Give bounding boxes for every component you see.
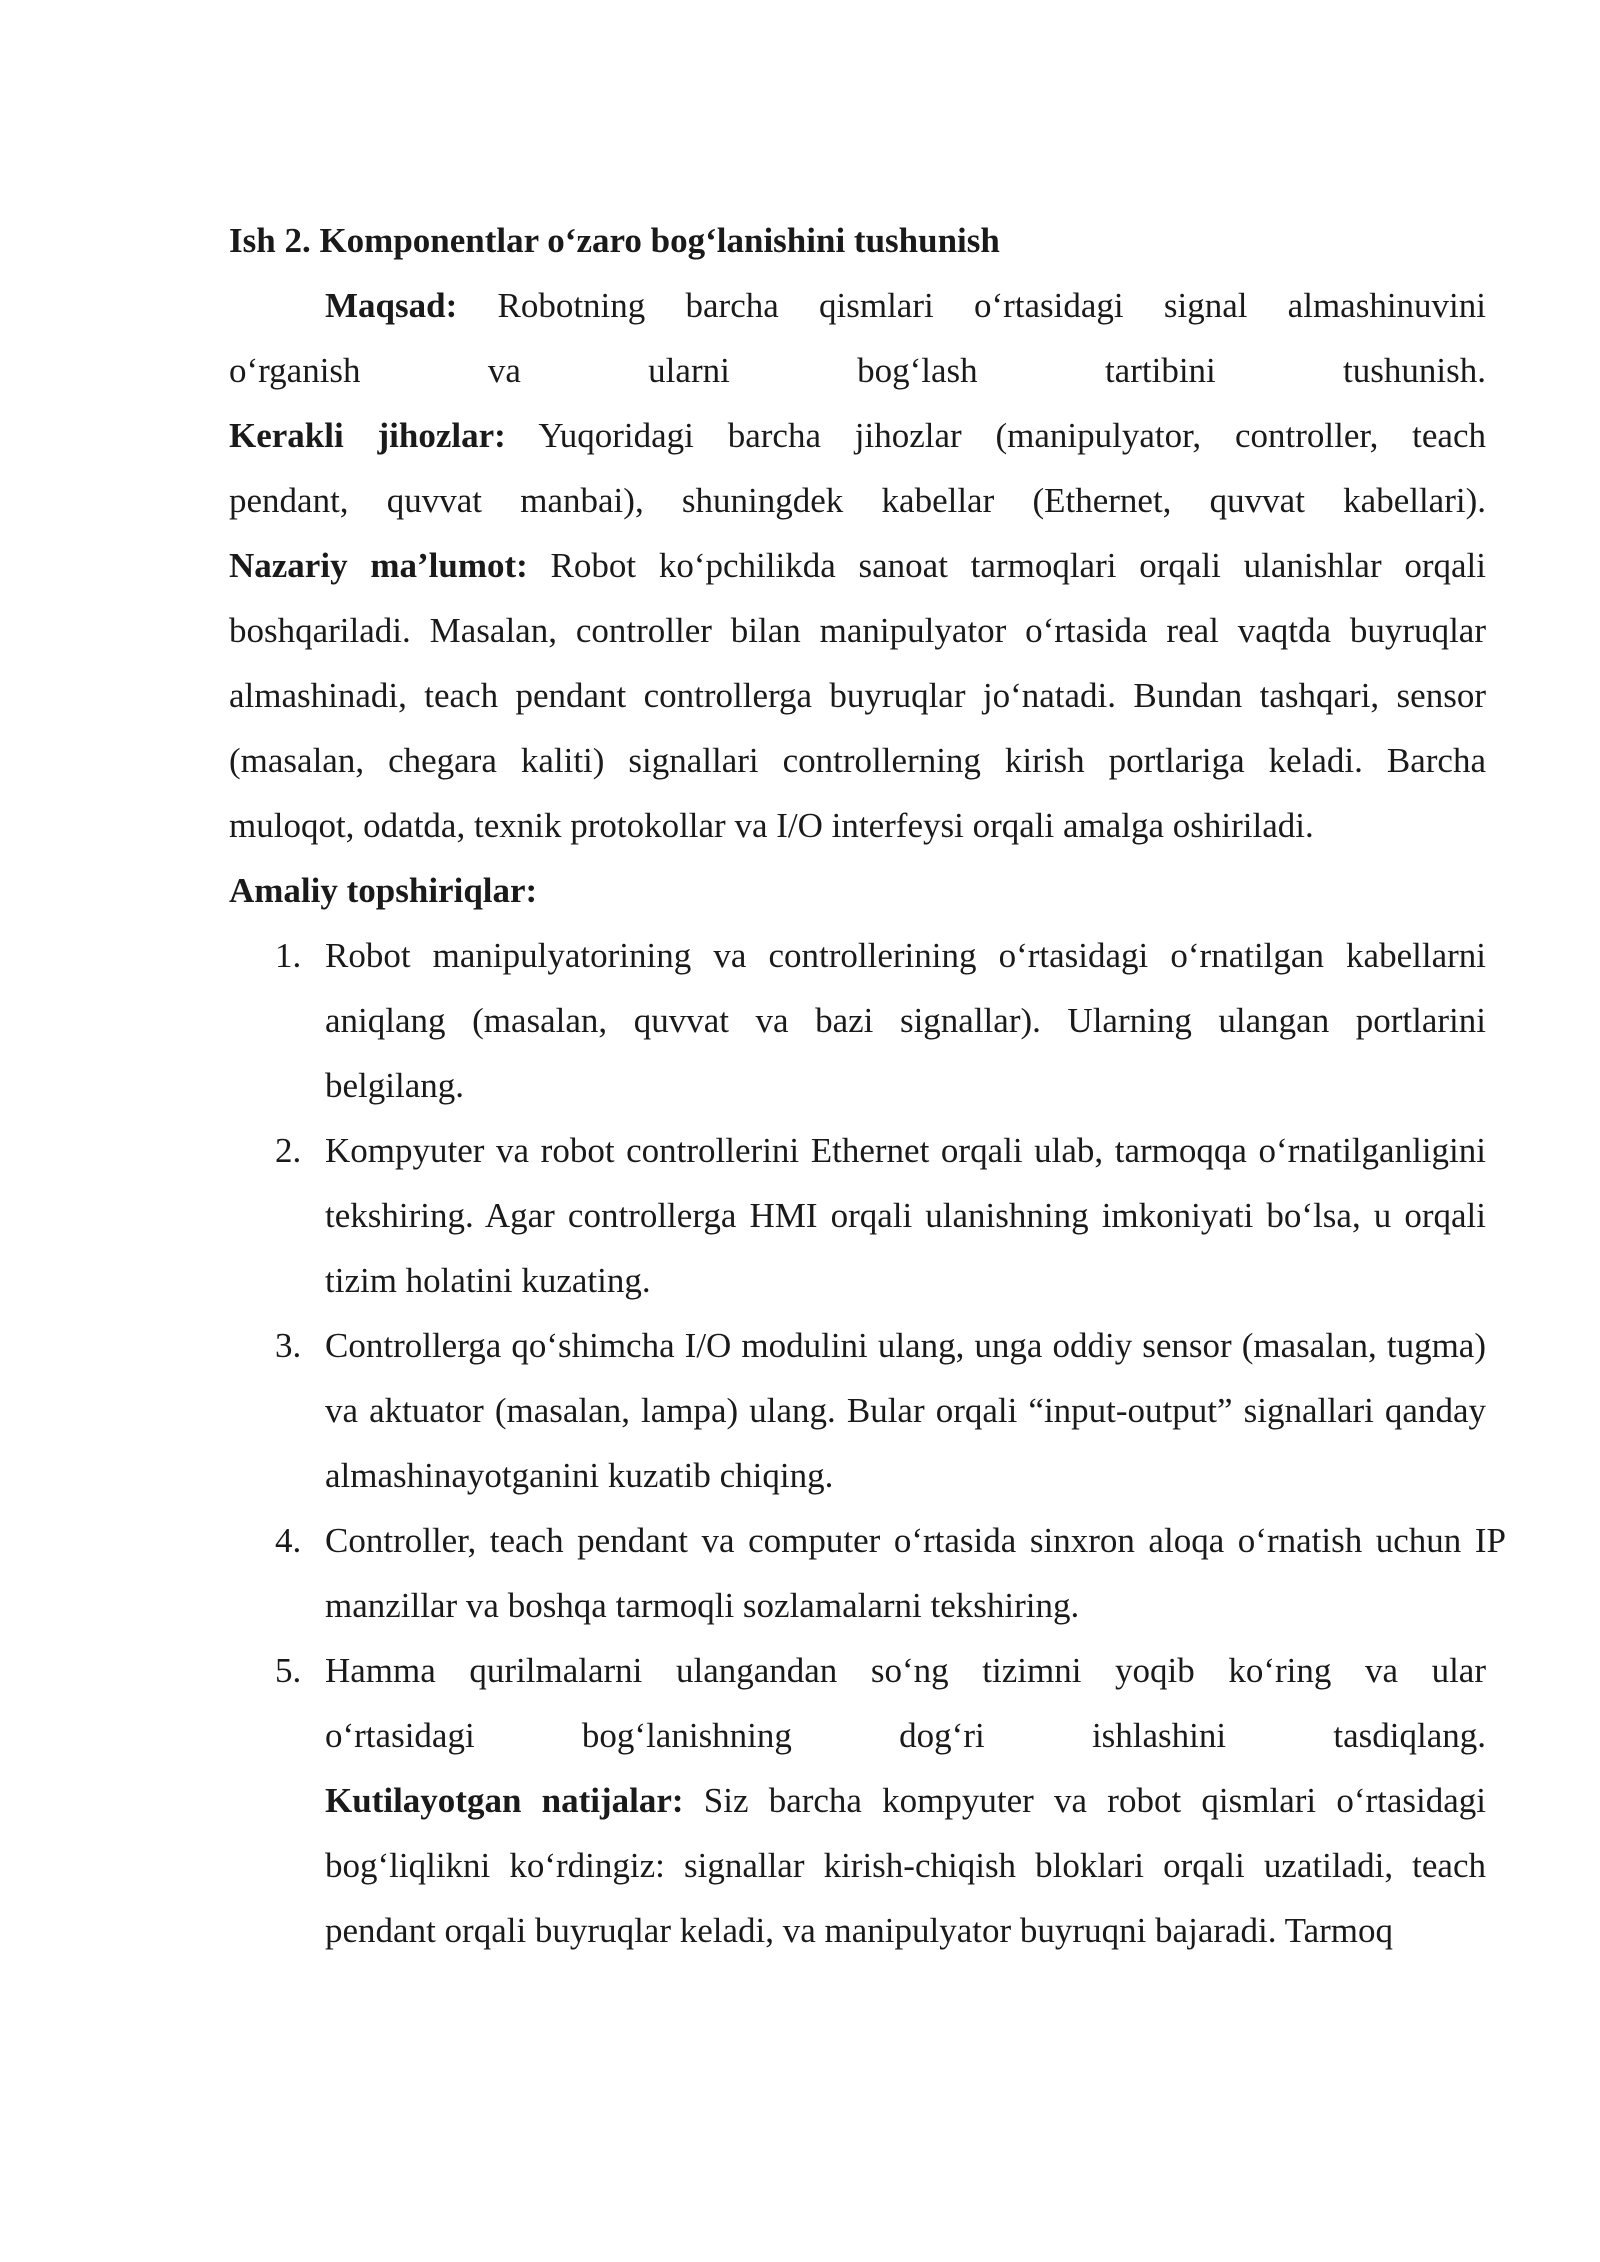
list-item-text-line1: Hamma qurilmalarni ulangandan so‘ng tizimni yoqib ko‘ring va ular: [325, 1651, 1486, 1690]
tasks-heading: Amaliy topshiriqlar:: [229, 871, 538, 910]
list-item-text: Controller, teach pendant va computer o‘rtasida sinxron aloqa o‘rnatish uchun IP manzillar va boshqa tarmoqli sozlamalarni tekshiring.: [325, 1521, 1506, 1625]
results-text: Siz barcha kompyuter va robot qismlari o‘rtasidagi bog‘liqlikni ko‘rdingiz: signallar kirish-chiqish bloklari orqali uzatiladi, teach pendant orqali buyruqlar keladi, va manipulyator buyruqni bajaradi. Tarmoq: [325, 1781, 1486, 1950]
list-item-text-line2: o‘rtasidagi bog‘lanishning dog‘ri ishlashini tasdiqlang.: [325, 1716, 1486, 1755]
list-item-number: 1.: [275, 936, 302, 975]
equipment-text-line2: pendant, quvvat manbai), shuningdek kabellar (Ethernet, quvvat kabellari).: [229, 481, 1486, 520]
list-item-text: Robot manipulyatorining va controllerining o‘rtasidagi o‘rnatilgan kabellarni aniqlang (masalan, quvvat va bazi signallar). Ularning ulangan portlarini belgilang.: [325, 936, 1486, 1105]
purpose-paragraph-cont: [229, 338, 1486, 403]
purpose-text-line2: o‘rganish va ularni bog‘lash tartibini tushunish.: [229, 351, 1486, 390]
equipment-text-line1: Yuqoridagi barcha jihozlar (manipulyator, controller, teach: [538, 416, 1487, 455]
list-item: [275, 1313, 1486, 1508]
equipment-paragraph-cont: [229, 468, 1486, 533]
theory-label: Nazariy ma’lumot:: [229, 546, 528, 585]
list-item: [275, 1638, 1486, 1963]
list-item-number: 3.: [275, 1326, 302, 1365]
list-item-text: Controllerga qo‘shimcha I/O modulini ulang, unga oddiy sensor (masalan, tugma) va aktuator (masalan, lampa) ulang. Bular orqali “input-output” signallari qanday almashinayotganini kuzatib chiqing.: [325, 1326, 1486, 1495]
section-title: Ish 2. Komponentlar o‘zaro bog‘lanishini tushunish: [229, 221, 1000, 260]
results-label: Kutilayotgan natijalar:: [325, 1781, 684, 1820]
list-item: [275, 1118, 1486, 1313]
document-body: [229, 208, 1506, 1963]
list-item-number: 2.: [275, 1131, 302, 1170]
purpose-paragraph: [229, 273, 1486, 338]
list-item-text: Kompyuter va robot controllerini Ethernet orqali ulab, tarmoqqa o‘rnatilganligini tekshiring. Agar controllerga HMI orqali ulanishning imkoniyati bo‘lsa, u orqali tizim holatini kuzating.: [325, 1131, 1486, 1300]
equipment-paragraph: [229, 403, 1486, 468]
tasks-list: [229, 923, 1506, 1963]
list-item: [275, 1508, 1506, 1638]
purpose-label: Maqsad:: [325, 286, 458, 325]
purpose-text-line1: Robotning barcha qismlari o‘rtasidagi signal almashinuvini: [497, 286, 1486, 325]
list-item-number: 5.: [275, 1651, 302, 1690]
equipment-label: Kerakli jihozlar:: [229, 416, 506, 455]
theory-paragraph: [229, 533, 1486, 858]
list-item-number: 4.: [275, 1521, 302, 1560]
results-paragraph: [325, 1768, 1486, 1963]
theory-text: Robot ko‘pchilikda sanoat tarmoqlari orqali ulanishlar orqali boshqariladi. Masalan, controller bilan manipulyator o‘rtasida real vaqtda buyruqlar almashinadi, teach pendant controllerga buyruqlar jo‘natadi. Bundan tashqari, sensor (masalan, chegara kaliti) signallari controllerning kirish portlariga keladi. Barcha muloqot, odatda, texnik protokollar va I/O interfeysi orqali amalga oshiriladi.: [229, 546, 1486, 845]
list-item: [275, 923, 1486, 1118]
